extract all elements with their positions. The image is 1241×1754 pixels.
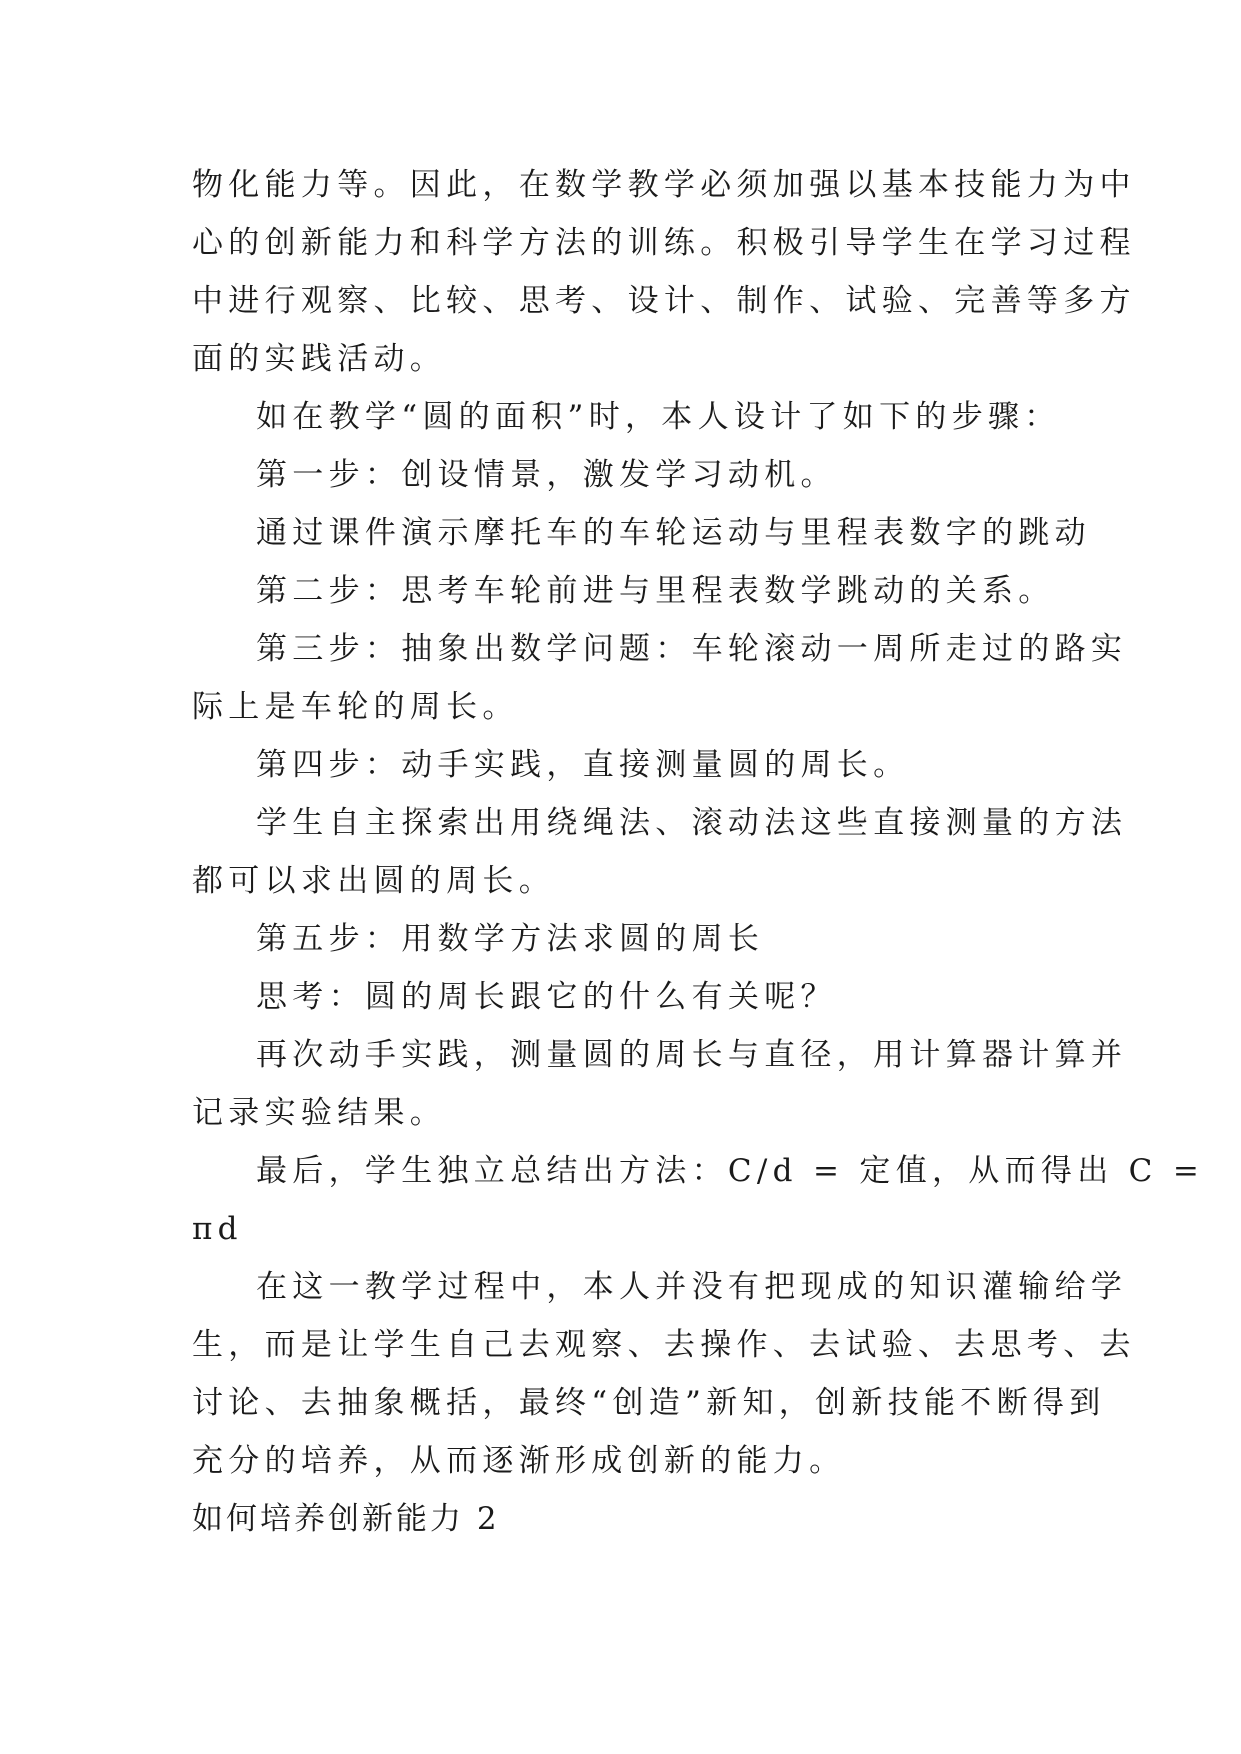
text-line: 记录实验结果。 [192, 1095, 447, 1131]
text-line: 第二步：思考车轮前进与里程表数学跳动的关系。 [256, 573, 1055, 609]
text-line: 物化能力等。因此，在数学教学必须加强以基本技能力为中 [192, 167, 1136, 203]
text-line: 学生自主探索出用绕绳法、滚动法这些直接测量的方法 [256, 805, 1128, 841]
text-line: 在这一教学过程中，本人并没有把现成的知识灌输给学 [256, 1269, 1128, 1305]
text-line: 充分的培养，从而逐渐形成创新的能力。 [192, 1443, 846, 1479]
text-line: 第五步：用数学方法求圆的周长 [256, 921, 765, 957]
text-line: 面的实践活动。 [192, 341, 447, 377]
text-line: 讨论、去抽象概括，最终“创造”新知，创新技能不断得到 [192, 1385, 1106, 1421]
text-line: 生，而是让学生自己去观察、去操作、去试验、去思考、去 [192, 1327, 1136, 1363]
text-line: 第四步：动手实践，直接测量圆的周长。 [256, 747, 910, 783]
text-line: 中进行观察、比较、思考、设计、制作、试验、完善等多方 [192, 283, 1136, 319]
section-heading: 如何培养创新能力 2 [192, 1501, 500, 1537]
text-line: 际上是车轮的周长。 [192, 689, 519, 725]
text-line: 心的创新能力和科学方法的训练。积极引导学生在学习过程 [192, 225, 1136, 261]
text-line: πd [192, 1211, 243, 1247]
text-line: 最后，学生独立总结出方法：C/d = 定值，从而得出 C = [256, 1153, 1205, 1189]
text-line: 第一步：创设情景，激发学习动机。 [256, 457, 837, 493]
text-line: 都可以求出圆的周长。 [192, 863, 555, 899]
text-line: 思考：圆的周长跟它的什么有关呢？ [256, 979, 837, 1015]
text-line: 通过课件演示摩托车的车轮运动与里程表数字的跳动 [256, 515, 1091, 551]
document-body [192, 156, 1205, 1548]
text-line: 第三步：抽象出数学问题：车轮滚动一周所走过的路实 [256, 631, 1128, 667]
text-line: 再次动手实践，测量圆的周长与直径，用计算器计算并 [256, 1037, 1128, 1073]
text-line: 如在教学“圆的面积”时，本人设计了如下的步骤： [256, 399, 1061, 435]
paragraph-lines [192, 156, 1205, 1490]
